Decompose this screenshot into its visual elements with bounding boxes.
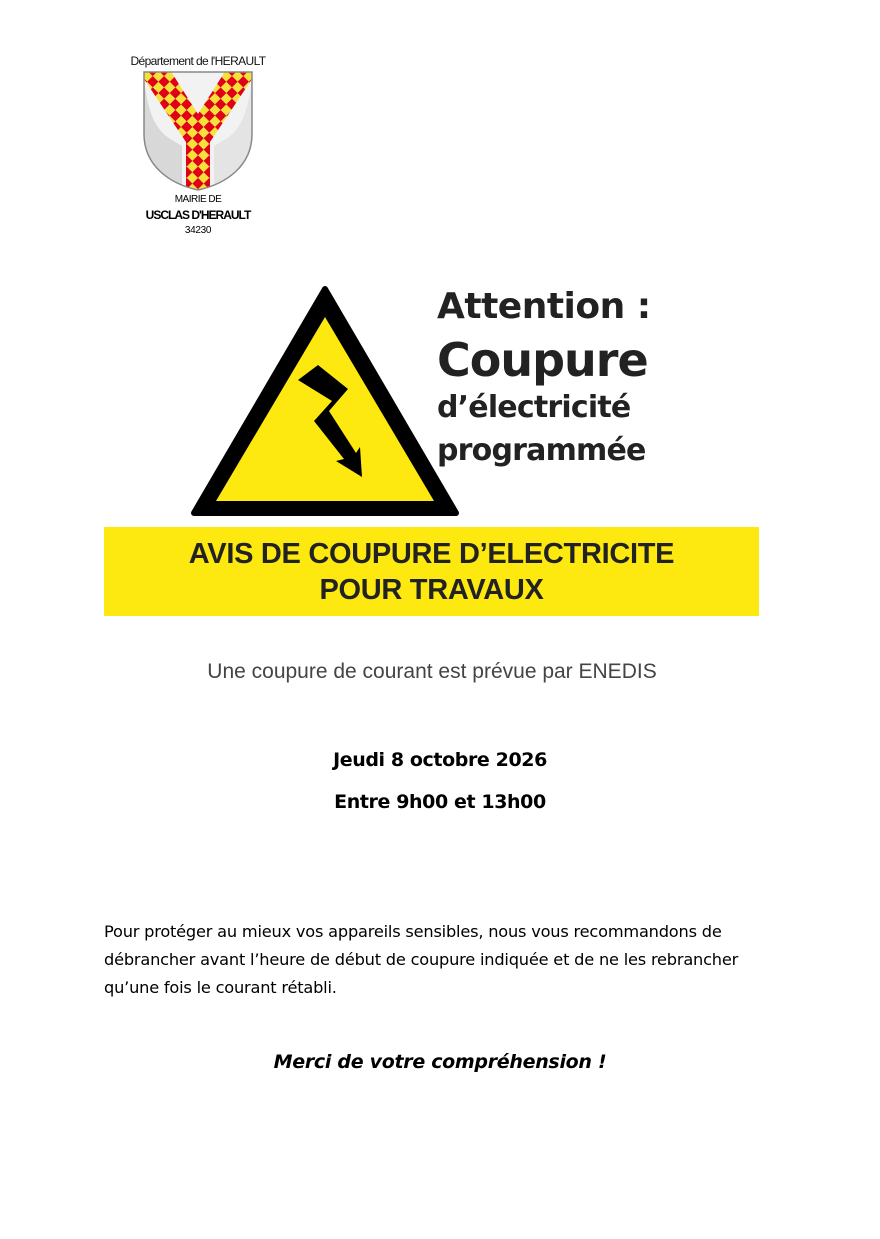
banner-subtitle-line: POUR TRAVAUX xyxy=(319,573,544,606)
notice-banner xyxy=(104,527,759,616)
high-voltage-warning-icon xyxy=(190,283,460,520)
logo-postcode: 34230 xyxy=(184,225,212,236)
warning-headline-coupure: Coupure xyxy=(437,333,648,387)
logo-mairie-label: MAIRIE DE xyxy=(174,194,222,205)
banner-title-line: AVIS DE COUPURE D’ELECTRICITE xyxy=(188,537,675,570)
outage-hours: Entre 9h00 et 13h00 xyxy=(334,791,546,813)
coat-of-arms-icon xyxy=(142,70,254,192)
logo-town-name: USCLAS D'HERAULT xyxy=(145,208,251,222)
logo-department-label: Département de l'HERAULT xyxy=(130,54,266,68)
outage-date: Jeudi 8 octobre 2026 xyxy=(333,749,547,771)
municipal-logo xyxy=(118,50,278,245)
warning-headline-programmee: programmée xyxy=(437,433,646,468)
warning-headline-attention: Attention : xyxy=(437,286,651,327)
advice-paragraph: Pour protéger au mieux vos appareils sensibles, nous vous recommandons de débrancher avant l’heure de début de coupure indiquée et de ne les rebrancher qu’une fois le courant rétabli. xyxy=(104,922,739,997)
provider-notice: Une coupure de courant est prévue par ENEDIS xyxy=(207,660,657,683)
warning-headline-electricite: d’électricité xyxy=(437,390,631,425)
thanks-message: Merci de votre compréhension ! xyxy=(273,1051,607,1073)
